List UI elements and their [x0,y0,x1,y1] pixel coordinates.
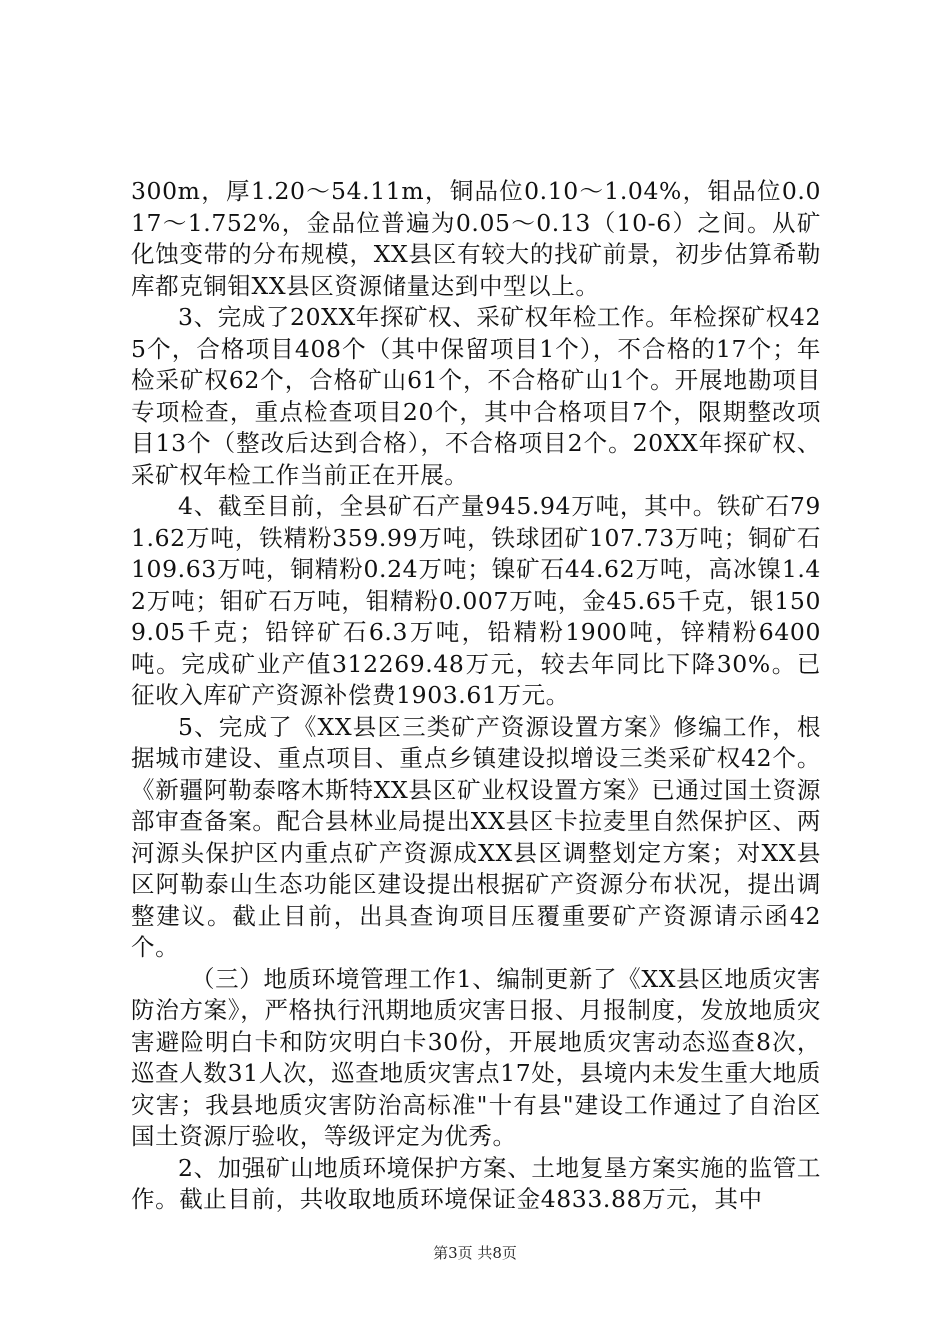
document-body [131,176,821,1216]
paragraph-ore-grade: 300m，厚1.20～54.11m，铜品位0.10～1.04%，钼品位0.017～1.752%，金品位普遍为0.05～0.13（10-6）之间。从矿化蚀变带的分布规模，XX县区有较大的找矿前景，初步估算希勒库都克铜钼XX县区资源储量达到中型以上。 [131,177,821,300]
paragraph-resource-plan: 5、完成了《XX县区三类矿产资源设置方案》修编工作，根据城市建设、重点项目、重点乡镇建设拟增设三类采矿权42个。《新疆阿勒泰喀木斯特XX县区矿业权设置方案》已通过国土资源部审查备案。配合县林业局提出XX县区卡拉麦里自然保护区、两河源头保护区内重点矿产资源成XX县区调整划定方案；对XX县区阿勒泰山生态功能区建设提出根据矿产资源分布状况，提出调整建议。截止目前，出具查询项目压覆重要矿产资源请示函42个。 [131,712,821,961]
paragraph-mine-supervision: 2、加强矿山地质环境保护方案、土地复垦方案实施的监管工作。截止目前，共收取地质环境保证金4833.88万元，其中 [131,1153,821,1213]
paragraph-geo-environment: （三）地质环境管理工作1、编制更新了《XX县区地质灾害防治方案》，严格执行汛期地质灾害日报、月报制度，发放地质灾害避险明白卡和防灾明白卡30份，开展地质灾害动态巡查8次，巡查人数31人次，巡查地质灾害点17处，县境内未发生重大地质灾害；我县地质灾害防治高标准"十有县"建设工作通过了自治区国土资源厅验收，等级评定为优秀。 [131,964,821,1150]
paragraph-annual-inspection: 3、完成了20XX年探矿权、采矿权年检工作。年检探矿权425个，合格项目408个（其中保留项目1个），不合格的17个；年检采矿权62个，合格矿山61个，不合格矿山1个。开展地勘项目专项检查，重点检查项目20个，其中合格项目7个，限期整改项目13个（整改后达到合格），不合格项目2个。20XX年探矿权、采矿权年检工作当前正在开展。 [131,303,821,489]
page-number-footer: 第3页 共8页 [433,1244,517,1262]
paragraph-ore-production: 4、截至目前，全县矿石产量945.94万吨，其中。铁矿石791.62万吨，铁精粉359.99万吨，铁球团矿107.73万吨；铜矿石109.63万吨，铜精粉0.24万吨；镍矿石44.62万吨，高冰镍1.42万吨；钼矿石万吨，钼精粉0.007万吨，金45.65千克，银1509.05千克；铅锌矿石6.3万吨，铅精粉1900吨，锌精粉6400吨。完成矿业产值312269.48万元，较去年同比下降30%。已征收入库矿产资源补偿费1903.61万元。 [131,492,821,709]
